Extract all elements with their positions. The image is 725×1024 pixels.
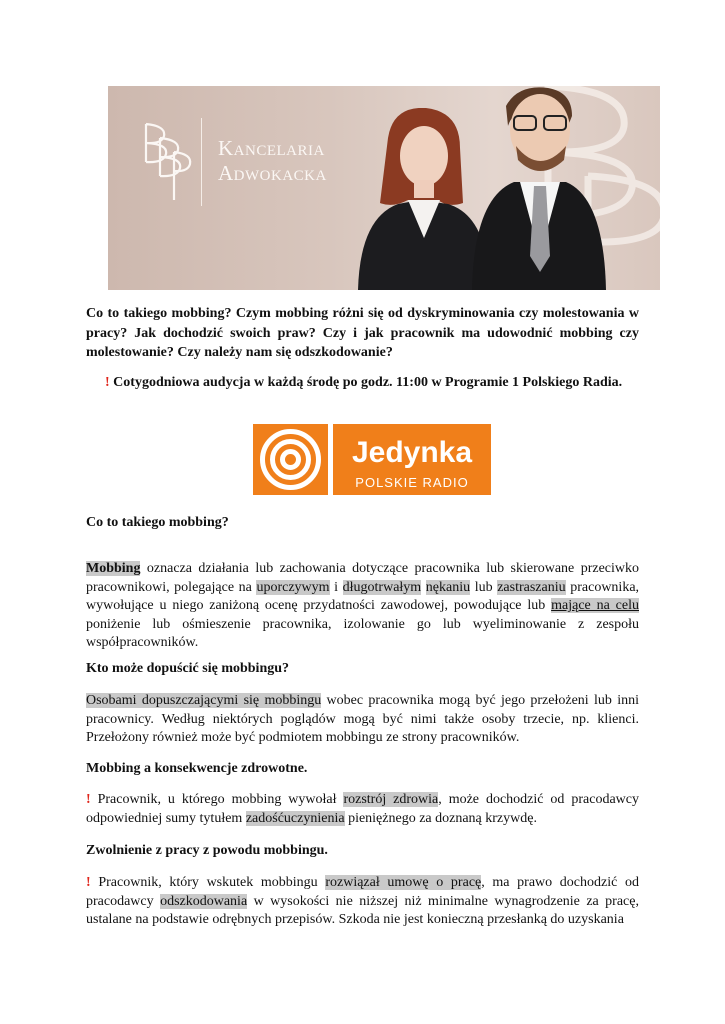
text-fragment: w wysokości nie niższej niż minimalne wynagrodzenie za pracę, ustalane na podstawie odrębnych przepisów. Szkoda nie jest konieczną przesłanką do uzyskania	[86, 893, 639, 927]
exclamation-icon: !	[86, 792, 91, 807]
broadcast-text: Cotygodniowa audycja w każdą środę po godz. 11:00 w Programie 1 Polskiego Radia.	[113, 375, 623, 390]
term-highlight: zadośćuczynienia	[245, 810, 345, 826]
section-heading-who: Kto może dopuścić się mobbingu?	[86, 661, 290, 676]
intro-questions: Co to takiego mobbing? Czym mobbing różni się od dyskryminowania czy molestowania w pracy? Jak dochodzić swoich praw? Czy i jak pracownik ma udowodnić mobbing czy molestowanie? Czy należy nam się odszkodowanie?	[86, 306, 639, 360]
section-paragraph-dismissal	[86, 874, 639, 930]
text-fragment: lub	[470, 579, 498, 595]
term-highlight: rozstrój zdrowia	[343, 792, 439, 807]
logo-divider	[201, 118, 202, 206]
text-fragment: pracownika, wywołujące u niego zaniżoną ocenę przydatności zawodowej, powodujące lub	[86, 579, 640, 613]
section-paragraph-who	[86, 692, 639, 748]
term-mobbing: Mobbing	[86, 561, 141, 576]
text-fragment: wobec pracownika mogą być jego przełożeni lub inni pracownicy. Według niektórych poglądów mogą być nimi także osoby trzecie, np. klienci. Przełożony również może być podmiotem mobbingu ze strony pracowników.	[86, 693, 639, 745]
term-highlight: odszkodowania	[160, 893, 248, 909]
section-heading-dismissal: Zwolnienie z pracy z powodu mobbingu.	[86, 843, 328, 858]
firm-name-line1: Kancelaria	[218, 136, 325, 160]
text-fragment: Pracownik, który wskutek mobbingu	[90, 875, 326, 890]
section-paragraph-health	[86, 791, 639, 828]
jedynka-radio-logo	[253, 424, 491, 495]
term-highlight: Osobami dopuszczającymi się mobbingu	[86, 693, 322, 708]
text-fragment: pieniężnego za doznaną krzywdę.	[344, 810, 537, 826]
section-paragraph-definition	[86, 560, 639, 653]
text-fragment: poniżenie lub ośmieszenie pracownika, izolowanie go lub wyeliminowanie z zespołu współpracowników.	[86, 616, 639, 650]
law-firm-banner	[108, 86, 660, 290]
term-highlight: mające na celu	[551, 598, 639, 613]
text-fragment: i	[329, 579, 343, 595]
term-highlight: rozwiązał umowę o pracę	[325, 875, 482, 890]
firm-logo-icon	[138, 122, 194, 202]
term-highlight: długotrwałym	[342, 579, 422, 595]
exclamation-icon: !	[105, 375, 110, 390]
polskie-radio-label: POLSKIE RADIO	[355, 475, 469, 490]
text-fragment: , ma prawo dochodzić od pracodawcy	[86, 875, 640, 909]
exclamation-icon: !	[86, 875, 91, 890]
text-fragment: Pracownik, u którego mobbing wywołał	[90, 792, 344, 807]
section-heading-health: Mobbing a konsekwencje zdrowotne.	[86, 761, 308, 776]
term-highlight: uporczywym	[256, 579, 330, 595]
firm-name-line2: Adwokacka	[218, 161, 327, 185]
jedynka-wordmark: Jedynka	[351, 436, 473, 469]
firm-name	[218, 136, 327, 186]
term-highlight: zastraszaniu	[497, 579, 566, 595]
text-fragment: oznacza działania lub zachowania dotyczące pracownika lub skierowane przeciwko pracownikowi, polegające na	[86, 561, 639, 595]
section-heading-what-is-mobbing: Co to takiego mobbing?	[86, 515, 229, 530]
man-photo	[468, 86, 608, 290]
text-fragment: , może dochodzić od pracodawcy odpowiedniej sumy tytułem	[86, 792, 639, 826]
broadcast-notice	[105, 374, 665, 393]
term-highlight: nękaniu	[425, 579, 471, 595]
